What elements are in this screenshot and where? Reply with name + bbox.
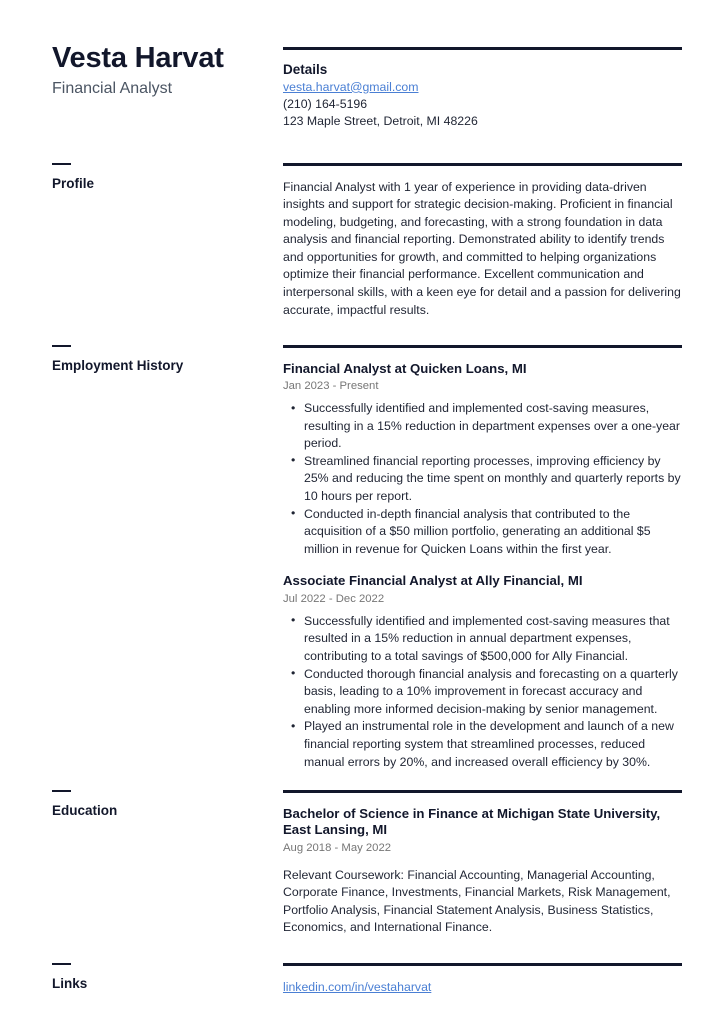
label-dash-icon: [52, 963, 71, 965]
employment-label: Employment History: [52, 358, 184, 373]
job-bullet: • Conducted in-depth financial analysis that contributed to the acquisition of a $50 million portfolio, generating an additional $5 million in revenue for Quicken Loans within the first year.: [283, 506, 682, 559]
links-content: [283, 963, 682, 996]
education-entry: [283, 806, 682, 937]
section-rule: [283, 345, 682, 348]
details-phone: (210) 164-5196: [283, 96, 368, 111]
details-content: [283, 47, 682, 130]
profile-text: Financial Analyst with 1 year of experience in providing data-driven insights and support for strategic decision-making. Proficient in financial modeling, budgeting, and forecasting, with a strong foundation in data analysis and financial reporting. Demonstrated ability to identify trends and opportunities for growth, and committed to helping organizations optimize their financial performance. Excellent communication and interpersonal skills, with a keen eye for detail and a passion for delivering accurate, impactful results.: [283, 179, 681, 317]
degree-dates: Aug 2018 - May 2022: [283, 841, 392, 854]
profile-label-col: [52, 163, 267, 192]
resume-header: [52, 42, 274, 99]
job-dates: Jul 2022 - Dec 2022: [283, 592, 385, 605]
section-rule: [283, 163, 682, 166]
job-bullet: • Played an instrumental role in the development and launch of a new financial reporting system that streamlined processes, reduced manual errors by 20%, and increased overall efficiency by 30%.: [283, 718, 682, 771]
job-bullet: • Successfully identified and implemented cost-saving measures that resulted in a 15% reduction in annual department expenses, contributing to a total savings of $500,000 for Ally Financial.: [283, 613, 682, 666]
job-bullet-list: [283, 400, 682, 558]
links-label-col: [52, 963, 267, 992]
linkedin-link[interactable]: linkedin.com/in/vestaharvat: [283, 979, 432, 994]
job-title: Associate Financial Analyst at Ally Financial, MI: [283, 573, 583, 589]
job-title: Financial Analyst at Quicken Loans, MI: [283, 360, 527, 376]
education-label: Education: [52, 803, 118, 818]
section-rule: [283, 790, 682, 793]
job-bullet: • Successfully identified and implemented cost-saving measures, resulting in a 15% reduction in department expenses over a one-year period.: [283, 400, 682, 453]
education-content: [283, 790, 682, 937]
degree-title: Bachelor of Science in Finance at Michigan State University, East Lansing, MI: [283, 805, 661, 837]
education-label-col: [52, 790, 267, 819]
section-rule: [283, 47, 682, 50]
section-rule: [283, 963, 682, 966]
details-email-row: [283, 78, 682, 96]
job-bullet-list: [283, 613, 682, 771]
job-bullet: • Conducted thorough financial analysis and forecasting on a quarterly basis, leading to a 10% improvement in forecast accuracy and enabling more informed decision-making by senior management.: [283, 666, 682, 719]
details-address: 123 Maple Street, Detroit, MI 48226: [283, 114, 478, 129]
coursework-text: Relevant Coursework: Financial Accounting, Managerial Accounting, Corporate Finance, Investments, Financial Markets, Risk Management, Portfolio Analysis, Financial Statement Analysis, Business Statistics, Economics, and International Finance.: [283, 867, 671, 935]
profile-content: [283, 163, 682, 319]
email-link[interactable]: vesta.harvat@gmail.com: [283, 79, 419, 94]
employment-entry: [283, 573, 682, 771]
job-dates: Jan 2023 - Present: [283, 380, 379, 392]
link-row: [283, 978, 682, 996]
label-dash-icon: [52, 163, 71, 165]
employment-label-col: [52, 345, 267, 374]
label-dash-icon: [52, 790, 71, 792]
employment-entry: [283, 361, 682, 559]
details-heading: Details: [283, 61, 328, 77]
links-label: Links: [52, 976, 88, 991]
employment-content: [283, 345, 682, 771]
label-dash-icon: [52, 345, 71, 347]
candidate-job-title: Financial Analyst: [52, 80, 173, 98]
profile-label: Profile: [52, 176, 95, 191]
candidate-name: Vesta Harvat: [52, 42, 224, 74]
job-bullet: • Streamlined financial reporting processes, improving efficiency by 25% and reducing the time spent on monthly and quarterly reports by 10 hours per report.: [283, 453, 682, 506]
